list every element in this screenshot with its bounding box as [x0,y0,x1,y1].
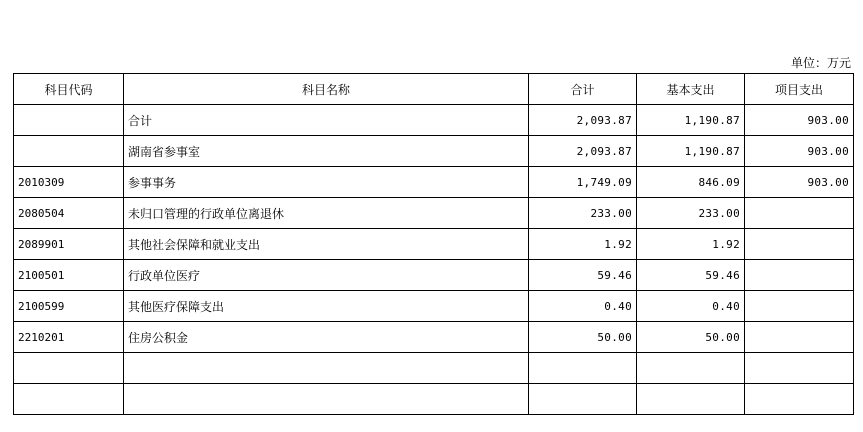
table-row [14,260,854,291]
column-header-basic: 基本支出 [637,74,745,105]
cell-basic: 846.09 [637,167,745,198]
table-row [14,291,854,322]
cell-code: 2100501 [14,260,124,291]
cell-total: 2,093.87 [529,136,637,167]
cell-project: 903.00 [745,136,854,167]
table-row [14,353,854,384]
column-header-total: 合计 [529,74,637,105]
cell-basic: 233.00 [637,198,745,229]
cell-basic: 50.00 [637,322,745,353]
cell-name: 行政单位医疗 [124,260,529,291]
table-row [14,322,854,353]
cell-basic: 1.92 [637,229,745,260]
cell-total: 1,749.09 [529,167,637,198]
cell-total: 1.92 [529,229,637,260]
cell-total: 233.00 [529,198,637,229]
table-body [14,105,854,415]
cell-total [529,353,637,384]
cell-project [745,353,854,384]
cell-code [14,353,124,384]
cell-total: 2,093.87 [529,105,637,136]
column-header-project: 项目支出 [745,74,854,105]
cell-name: 参事事务 [124,167,529,198]
cell-code: 2010309 [14,167,124,198]
cell-total: 0.40 [529,291,637,322]
cell-code: 2210201 [14,322,124,353]
unit-label: 单位：万元 [790,56,851,70]
cell-code [14,105,124,136]
cell-code: 2089901 [14,229,124,260]
cell-project [745,322,854,353]
cell-project [745,291,854,322]
cell-name: 其他社会保障和就业支出 [124,229,529,260]
cell-name: 未归口管理的行政单位离退休 [124,198,529,229]
cell-code [14,384,124,415]
budget-table [13,73,854,415]
table-row [14,384,854,415]
cell-basic: 59.46 [637,260,745,291]
table-row [14,229,854,260]
cell-code: 2080504 [14,198,124,229]
column-header-name: 科目名称 [124,74,529,105]
table-row [14,105,854,136]
cell-basic: 1,190.87 [637,105,745,136]
cell-total: 50.00 [529,322,637,353]
cell-project [745,229,854,260]
cell-project [745,384,854,415]
cell-name [124,353,529,384]
cell-project: 903.00 [745,167,854,198]
cell-code [14,136,124,167]
cell-basic [637,353,745,384]
cell-name: 其他医疗保障支出 [124,291,529,322]
cell-total: 59.46 [529,260,637,291]
cell-project: 903.00 [745,105,854,136]
cell-name: 住房公积金 [124,322,529,353]
cell-total [529,384,637,415]
cell-code: 2100599 [14,291,124,322]
cell-name: 合计 [124,105,529,136]
cell-basic: 0.40 [637,291,745,322]
table-row [14,136,854,167]
table-row [14,198,854,229]
table-header-row [14,74,854,105]
cell-project [745,260,854,291]
cell-basic [637,384,745,415]
cell-name: 湖南省参事室 [124,136,529,167]
cell-basic: 1,190.87 [637,136,745,167]
column-header-code: 科目代码 [14,74,124,105]
cell-project [745,198,854,229]
table-row [14,167,854,198]
cell-name [124,384,529,415]
